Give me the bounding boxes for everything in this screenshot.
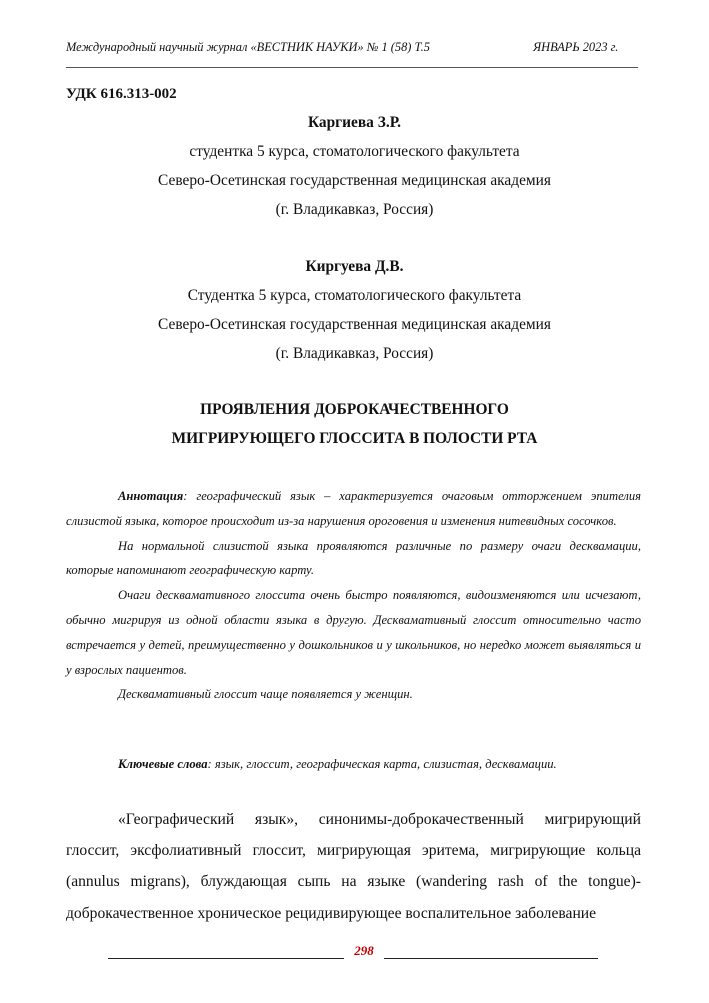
- article-title-line-2: МИГРИРУЮЩЕГО ГЛОССИТА В ПОЛОСТИ РТА: [171, 430, 538, 447]
- author-1-position: студентка 5 курса, стоматологического факультета: [189, 143, 520, 160]
- page-footer: [108, 943, 598, 965]
- abstract: [66, 484, 641, 707]
- page-number: 298: [354, 943, 374, 958]
- keywords: [66, 757, 641, 772]
- body-paragraph-1: «Географический язык», синонимы-доброкачественный мигрирующий глоссит, эксфолиативный глоссит, мигрирующая эритема, мигрирующие кольца (annulus migrans), блуждающая сыпь на языке (wandering rash of the tongue)-доброкачественное хроническое рецидивирующее воспалительное заболевание: [66, 811, 641, 922]
- author-2-name: Киргуева Д.В.: [305, 258, 404, 275]
- issue-date: ЯНВАРЬ 2023 г.: [533, 40, 619, 54]
- abstract-paragraph-2: На нормальной слизистой языка проявляются различные по размеру очаги десквамации, которые напоминают географическую карту.: [66, 538, 641, 578]
- author-2-affiliation: Северо-Осетинская государственная медицинская академия: [158, 316, 551, 333]
- author-1-location: (г. Владикавказ, Россия): [275, 201, 434, 218]
- author-2-location: (г. Владикавказ, Россия): [275, 345, 434, 362]
- author-1-name: Каргиева З.Р.: [307, 114, 402, 131]
- abstract-paragraph-1: [66, 484, 641, 534]
- footer-rule-left: [108, 958, 344, 959]
- abstract-paragraph-4: Десквамативный глоссит чаще появляется у женщин.: [118, 687, 413, 702]
- abstract-text-1: : географический язык – характеризуется очаговым отторжением эпителия слизистой языка, которое происходит из-за нарушения ороговения и изменения нитевидных сосочков.: [66, 489, 641, 528]
- keywords-text: : язык, глоссит, географическая карта, слизистая, десквамации.: [207, 757, 557, 771]
- header-rule: [66, 67, 638, 68]
- abstract-paragraph-3: Очаги десквамативного глоссита очень быстро появляются, видоизменяются или исчезают, обычно мигрируя из одной области языка в другую. Десквамативный глоссит относительно часто встречается у детей, преимущественно у дошкольников и у школьников, но нередко может выявляться и у взрослых пациентов.: [66, 588, 641, 677]
- body-text: [66, 804, 641, 929]
- author-2-position: Студентка 5 курса, стоматологического факультета: [187, 287, 522, 304]
- keywords-label: Ключевые слова: [118, 757, 208, 771]
- author-1-affiliation: Северо-Осетинская государственная медицинская академия: [158, 172, 551, 189]
- journal-header: Международный научный журнал «ВЕСТНИК НАУКИ» № 1 (58) Т.5: [66, 40, 430, 54]
- abstract-label: Аннотация: [118, 489, 184, 503]
- footer-rule-right: [384, 958, 598, 959]
- udk-code: УДК 616.313-002: [66, 86, 177, 102]
- article-title-line-1: ПРОЯВЛЕНИЯ ДОБРОКАЧЕСТВЕННОГО: [200, 401, 509, 418]
